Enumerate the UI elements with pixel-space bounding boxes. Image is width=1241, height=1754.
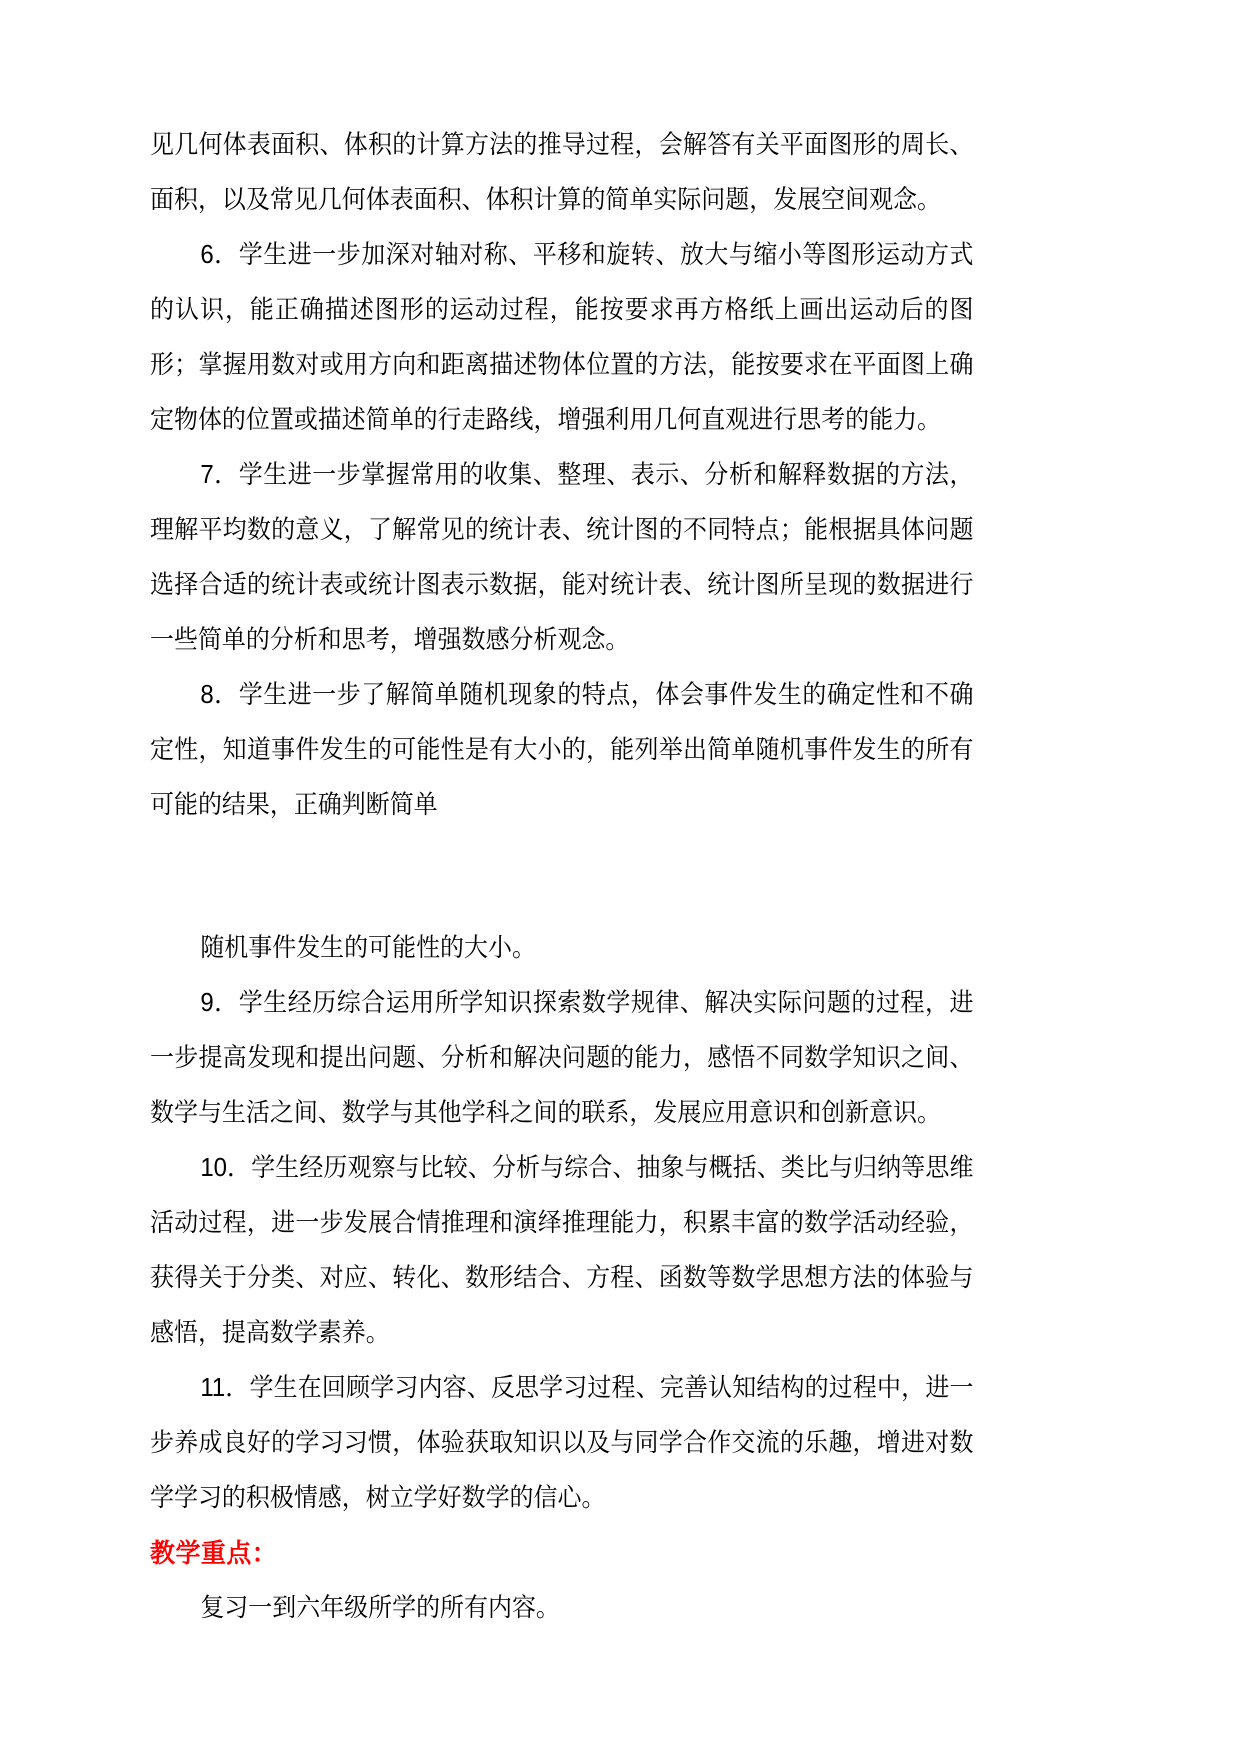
paragraph-item-9: 9．学生经历综合运用所学知识探索数学规律、解决实际问题的过程，进一步提高发现和提出问题、分析和解决问题的能力，感悟不同数学知识之间、数学与生活之间、数学与其他学科之间的联系，发展应用意识和创新意识。	[150, 989, 974, 1127]
paragraph-item-8-continued: 随机事件发生的可能性的大小。	[200, 934, 536, 962]
section-heading-teaching-focus: 教学重点：	[150, 1538, 278, 1568]
document-body	[150, 118, 974, 1636]
paragraph-item-8: 8．学生进一步了解简单随机现象的特点，体会事件发生的确定性和不确定性，知道事件发生的可能性是有大小的，能列举出简单随机事件发生的所有可能的结果，正确判断简单	[150, 681, 974, 819]
paragraph-item-10: 10．学生经历观察与比较、分析与综合、抽象与概括、类比与归纳等思维活动过程，进一步发展合情推理和演绎推理能力，积累丰富的数学活动经验，获得关于分类、对应、转化、数形结合、方程、函数等数学思想方法的体验与感悟，提高数学素养。	[150, 1154, 974, 1347]
paragraph-item-6: 6．学生进一步加深对轴对称、平移和旋转、放大与缩小等图形运动方式的认识，能正确描述图形的运动过程，能按要求再方格纸上画出运动后的图形；掌握用数对或用方向和距离描述物体位置的方法，能按要求在平面图上确定物体的位置或描述简单的行走路线，增强利用几何直观进行思考的能力。	[150, 241, 974, 434]
paragraph-item-7: 7．学生进一步掌握常用的收集、整理、表示、分析和解释数据的方法，理解平均数的意义，了解常见的统计表、统计图的不同特点；能根据具体问题选择合适的统计表或统计图表示数据，能对统计表、统计图所呈现的数据进行一些简单的分析和思考，增强数感分析观念。	[150, 461, 974, 654]
paragraph-item-11: 11．学生在回顾学习内容、反思学习过程、完善认知结构的过程中，进一步养成良好的学习习惯，体验获取知识以及与同学合作交流的乐趣，增进对数学学习的积极情感，树立学好数学的信心。	[150, 1374, 974, 1512]
paragraph-teaching-focus-body: 复习一到六年级所学的所有内容。	[200, 1594, 560, 1622]
paragraph-continuation: 见几何体表面积、体积的计算方法的推导过程，会解答有关平面图形的周长、面积，以及常见几何体表面积、体积计算的简单实际问题，发展空间观念。	[150, 131, 974, 214]
page-break-gap	[150, 833, 974, 921]
